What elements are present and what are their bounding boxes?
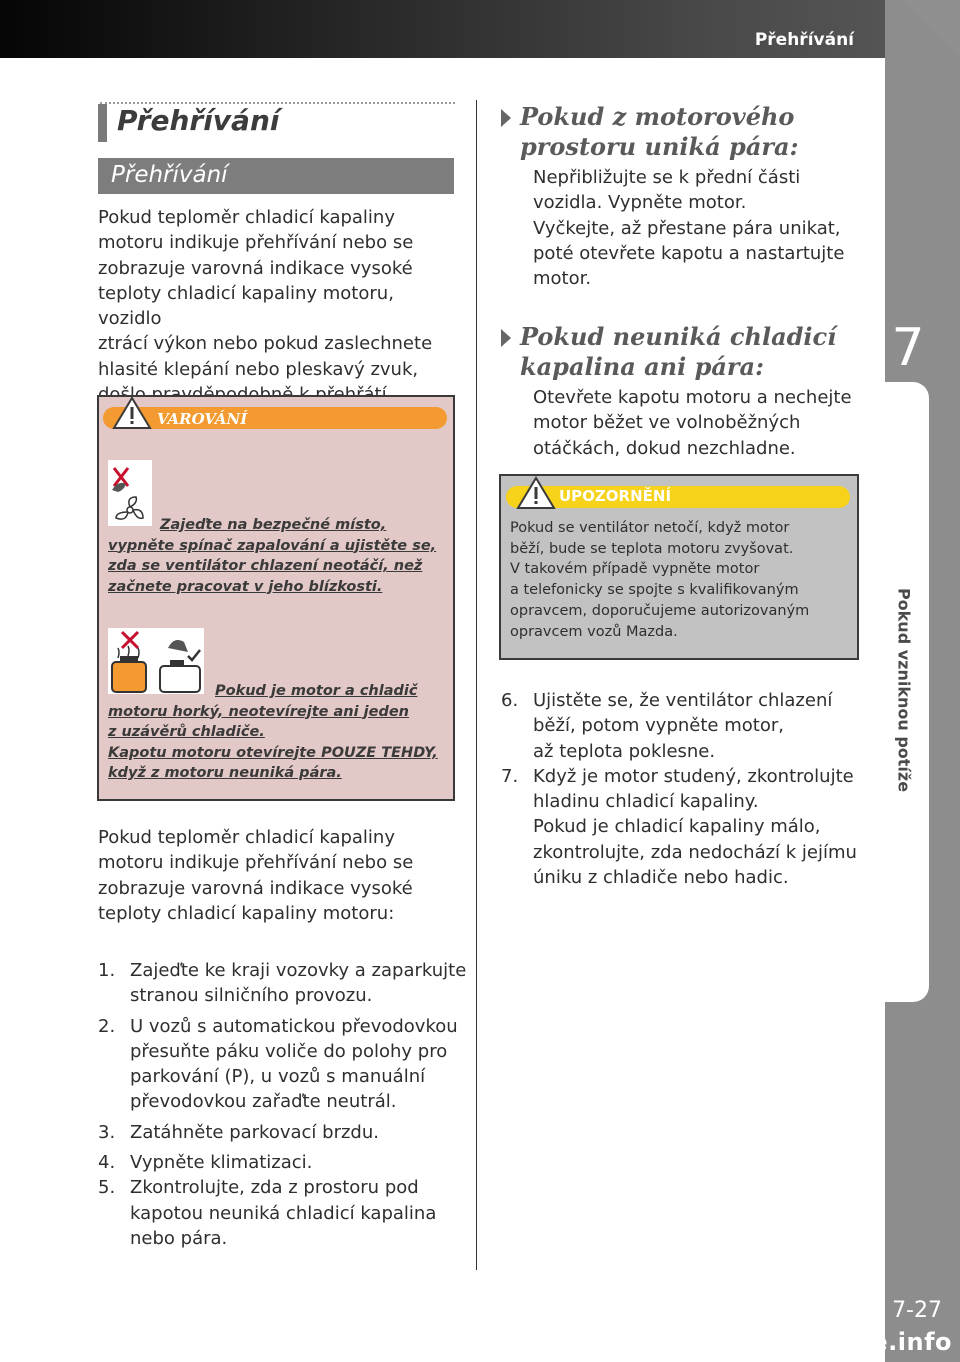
- text-line: Pokud je chladicí kapaliny málo,: [533, 816, 821, 838]
- warning-label: VAROVÁNÍ: [157, 410, 248, 428]
- text-line: Pokud je motor a chladič: [215, 683, 418, 699]
- step-number: 2.: [98, 1015, 116, 1037]
- list-item: [98, 1014, 468, 1115]
- text-line: U vozů s automatickou převodovkou: [130, 1015, 458, 1037]
- heading-marker: [98, 104, 107, 142]
- step-number: 5.: [98, 1177, 116, 1199]
- text-line: kapotou neuniká chladicí kapalina: [130, 1202, 437, 1224]
- text-line: převodovkou zařaďte neutrál.: [130, 1091, 397, 1113]
- column-divider: [476, 100, 477, 1270]
- text-line: motoru indikuje přehřívání nebo se: [98, 232, 414, 254]
- text-line: úniku z chladiče nebo hadic.: [533, 867, 789, 889]
- text-line: motoru horký, neotevírejte ani jeden: [108, 703, 409, 720]
- step-number: 4.: [98, 1152, 116, 1174]
- text-line: prostoru uniká pára:: [520, 132, 799, 161]
- text-line: hladinu chladicí kapaliny.: [533, 791, 759, 813]
- text-line: opravcem vozů Mazda.: [510, 623, 678, 640]
- list-item: [501, 688, 871, 764]
- text-line: Otevřete kapotu motoru a nechejte: [533, 387, 852, 408]
- text-line: když z motoru neuniká pára.: [108, 765, 342, 781]
- text-line: Kapotu motoru otevírejte POUZE TEHDY,: [108, 744, 438, 761]
- text-line: a telefonicky se spojte s kvalifikovaným: [510, 582, 799, 599]
- text-line: Pokud se ventilátor netočí, když motor: [510, 520, 790, 536]
- warning-header: [103, 407, 447, 429]
- text-line: hlasité klepání nebo pleskavý zvuk,: [98, 358, 419, 380]
- steps-list-right: [501, 688, 871, 890]
- section-bullet-icon: [501, 109, 511, 127]
- step-number: 1.: [98, 960, 116, 981]
- warning-triangle-icon: [112, 396, 152, 430]
- caution-header: [506, 486, 850, 508]
- lead-paragraph: [98, 825, 458, 926]
- text-line: Když je motor studený, zkontrolujte: [533, 765, 854, 787]
- section-bullet-icon: [501, 329, 511, 347]
- step-number: 3.: [98, 1121, 116, 1143]
- warning-item-1: [108, 515, 448, 597]
- section-heading-no-steam: [520, 322, 836, 382]
- caution-text: [510, 518, 850, 642]
- text-line: přesuňte páku voliče do polohy pro: [130, 1040, 448, 1062]
- text-line: až teplota poklesne.: [533, 740, 716, 762]
- warning-item-2: [108, 681, 448, 784]
- page-number: 7-27: [892, 1298, 942, 1323]
- text-line: kapalina ani pára:: [520, 352, 764, 381]
- text-line: opravcem, doporučujeme autorizovaným: [510, 602, 810, 619]
- text-line: Pokud teploměr chladicí kapaliny: [98, 827, 395, 848]
- text-line: V takovém případě vypněte motor: [510, 561, 760, 578]
- section-text-no-steam: [533, 385, 853, 461]
- caution-triangle-icon: [516, 476, 556, 510]
- text-line: Zatáhněte parkovací brzdu.: [130, 1121, 379, 1143]
- text-line: Pokud teploměr chladicí kapaliny: [98, 207, 395, 228]
- text-line: začnete pracovat v jeho blízkosti.: [108, 578, 383, 595]
- text-line: Pokud z motorového: [520, 102, 795, 131]
- list-item: [98, 958, 468, 1009]
- list-item: [501, 764, 871, 890]
- step-number: 6.: [501, 690, 519, 711]
- text-line: Vyčkejte, až přestane pára unikat,: [533, 217, 841, 239]
- text-line: Zajeďte na bezpečné místo,: [160, 517, 387, 533]
- text-line: z uzávěrů chladiče.: [108, 724, 265, 740]
- text-line: Pokud neuniká chladicí: [520, 322, 837, 351]
- step-number: 7.: [501, 765, 519, 787]
- text-line: běží, potom vypněte motor,: [533, 715, 784, 737]
- page-title: Přehřívání: [117, 104, 280, 137]
- list-item: [98, 1150, 468, 1175]
- text-line: otáčkách, dokud nezchladne.: [533, 437, 796, 459]
- text-line: poté otevřete kapotu a nastartujte: [533, 242, 845, 264]
- text-line: zobrazuje varovná indikace vysoké: [98, 877, 413, 899]
- chapter-number: 7: [891, 318, 925, 378]
- section-text-steam: [533, 165, 853, 291]
- subheading: Přehřívání: [111, 162, 228, 188]
- caution-label: UPOZORNĚNÍ: [559, 487, 672, 505]
- text-line: Vypněte klimatizaci.: [130, 1152, 313, 1174]
- text-line: vozidla. Vypněte motor.: [533, 192, 747, 214]
- text-line: vypněte spínač zapalování a ujistěte se,: [108, 537, 437, 554]
- text-line: Ujistěte se, že ventilátor chlazení: [533, 690, 833, 711]
- watermark: carmanualsonline.info: [640, 1328, 952, 1356]
- header-title: Přehřívání: [754, 30, 854, 50]
- text-line: Zajeďte ke kraji vozovky a zaparkujte: [130, 960, 467, 981]
- text-line: nebo pára.: [130, 1227, 228, 1249]
- text-line: zobrazuje varovná indikace vysoké: [98, 257, 413, 279]
- list-item: [98, 1120, 468, 1145]
- text-line: parkování (P), u vozů s manuální: [130, 1066, 426, 1088]
- section-heading-steam: [520, 102, 798, 162]
- text-line: stranou silničního provozu.: [130, 985, 373, 1007]
- text-line: běží, bude se teplota motoru zvyšovat.: [510, 540, 794, 557]
- steps-list-left: [98, 958, 468, 1251]
- text-line: ztrácí výkon nebo pokud zaslechnete: [98, 333, 433, 355]
- text-line: motor běžet ve volnoběžných: [533, 412, 801, 434]
- text-line: motor.: [533, 268, 592, 290]
- text-line: teploty chladicí kapaliny motoru:: [98, 902, 395, 924]
- text-line: motoru indikuje přehřívání nebo se: [98, 852, 414, 874]
- list-item: [98, 1175, 468, 1251]
- chapter-tab-label: Pokud vzniknou potíže: [894, 587, 914, 793]
- text-line: Zkontrolujte, zda z prostoru pod: [130, 1177, 419, 1199]
- text-line: zkontrolujte, zda nedochází k jejímu: [533, 841, 857, 863]
- text-line: Nepřibližujte se k přední části: [533, 167, 801, 188]
- text-line: teploty chladicí kapaliny motoru, vozidlo: [98, 282, 394, 330]
- text-line: zda se ventilátor chlazení neotáčí, než: [108, 558, 423, 574]
- header-corner: [902, 0, 960, 58]
